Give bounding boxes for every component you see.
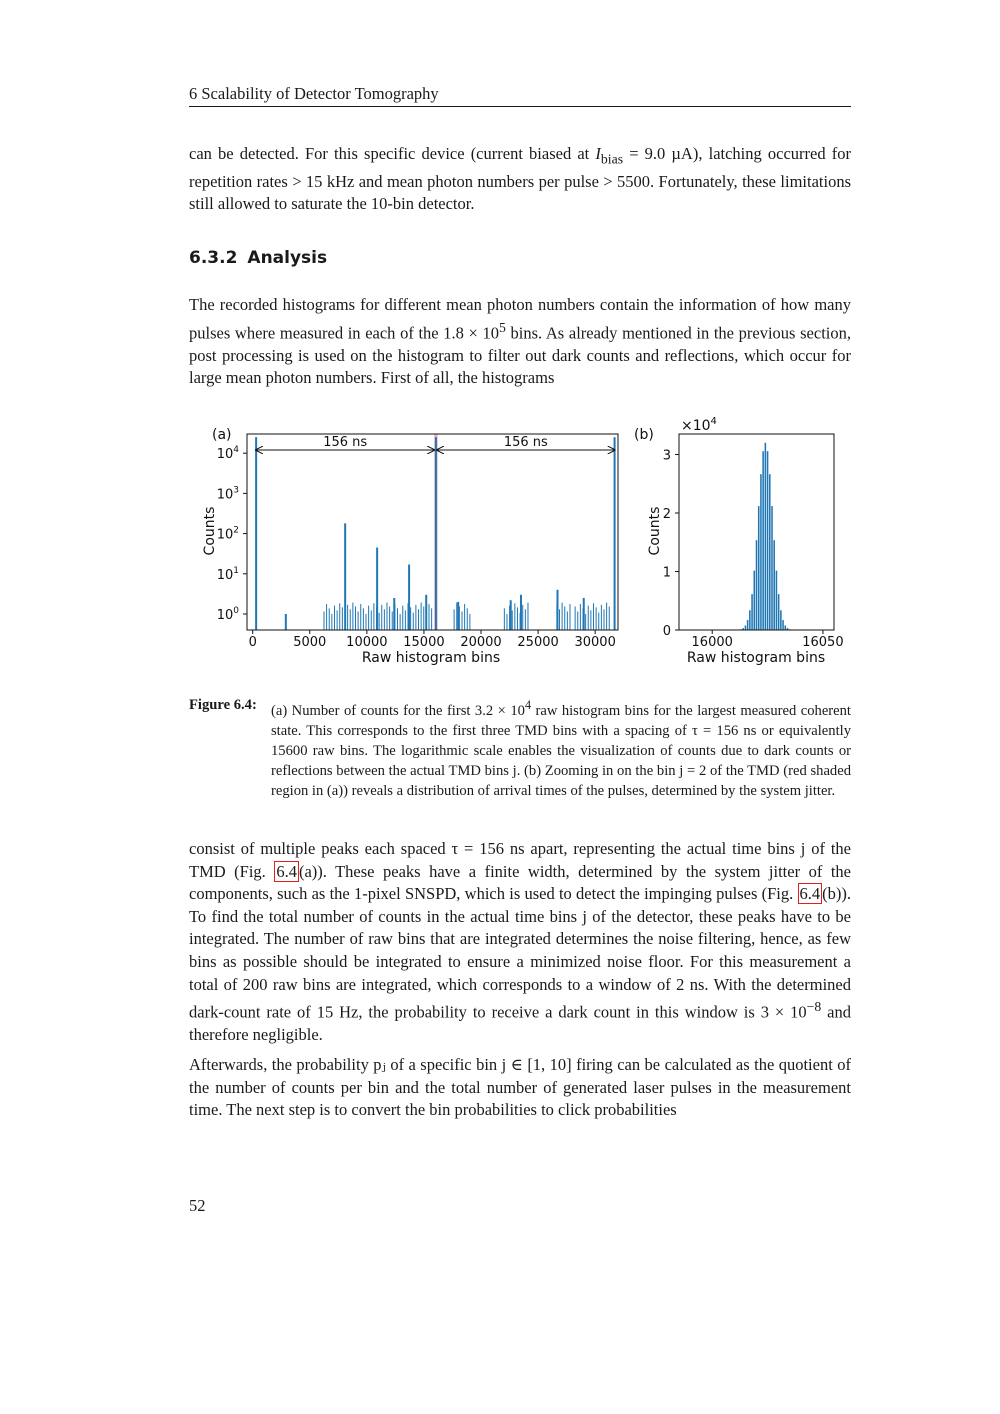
noise-bar bbox=[392, 612, 393, 630]
jitter-bar bbox=[776, 571, 778, 630]
x-tick-label: 5000 bbox=[293, 635, 327, 650]
panel-a-chart bbox=[202, 427, 618, 666]
histogram-peak bbox=[408, 565, 410, 630]
noise-bar bbox=[365, 614, 366, 630]
y-tick-label: $10^0$ bbox=[216, 606, 239, 624]
noise-bar bbox=[609, 606, 610, 630]
noise-bar bbox=[329, 608, 330, 630]
noise-bar bbox=[350, 609, 351, 630]
noise-bar bbox=[400, 614, 401, 630]
noise-bar bbox=[604, 609, 605, 630]
histogram-peak bbox=[255, 437, 257, 630]
noise-bar bbox=[469, 614, 470, 630]
figure-caption bbox=[189, 695, 851, 801]
x-tick-label: 30000 bbox=[574, 635, 616, 650]
panel-b-label: (b) bbox=[634, 427, 654, 443]
jitter-bar bbox=[762, 451, 764, 630]
panel-b-chart bbox=[634, 416, 844, 666]
x-tick-label: 10000 bbox=[346, 635, 388, 650]
jitter-bar bbox=[745, 625, 747, 630]
jitter-bar bbox=[760, 474, 762, 630]
noise-bar bbox=[598, 613, 599, 630]
panel-b-ylabel: Counts bbox=[647, 506, 663, 556]
noise-bar bbox=[381, 605, 382, 630]
noise-bar bbox=[368, 606, 369, 630]
noise-bar bbox=[373, 603, 374, 630]
histogram-peak bbox=[285, 614, 287, 630]
noise-bar bbox=[352, 603, 353, 630]
noise-bar bbox=[559, 609, 560, 630]
histogram-peak bbox=[376, 548, 378, 630]
jitter-bar bbox=[758, 506, 760, 630]
noise-bar bbox=[512, 610, 513, 630]
noise-bar bbox=[418, 609, 419, 630]
jitter-bar bbox=[751, 594, 753, 630]
noise-bar bbox=[429, 604, 430, 630]
noise-bar bbox=[347, 605, 348, 630]
spacing-label: 156 ns bbox=[503, 434, 548, 450]
noise-bar bbox=[431, 608, 432, 630]
noise-bar bbox=[421, 603, 422, 630]
noise-bar bbox=[402, 606, 403, 630]
figure-plot bbox=[195, 412, 845, 672]
x-tick-label: 15000 bbox=[403, 635, 445, 650]
noise-bar bbox=[355, 606, 356, 630]
paragraph-4: Afterwards, the probability pⱼ of a specific bin j ∈ [1, 10] firing can be calculated as the quotient of the number of counts per bin and the total number of generated laser pulses in the measurement time. The next step is to convert the bin probabilities to click probabilities bbox=[189, 1055, 851, 1120]
noise-bar bbox=[464, 604, 465, 630]
noise-bar bbox=[588, 606, 589, 630]
noise-bar bbox=[575, 606, 576, 630]
noise-bar bbox=[323, 612, 324, 630]
noise-bar bbox=[522, 605, 523, 630]
noise-bar bbox=[413, 613, 414, 630]
noise-bar bbox=[360, 604, 361, 630]
noise-bar bbox=[580, 604, 581, 630]
jitter-bar bbox=[754, 571, 756, 630]
jitter-bar bbox=[767, 451, 769, 630]
noise-bar bbox=[358, 612, 359, 630]
noise-bar bbox=[601, 605, 602, 630]
jitter-bar bbox=[782, 620, 784, 630]
panel-a-label: (a) bbox=[212, 427, 232, 443]
running-head: 6 Scalability of Detector Tomography bbox=[189, 84, 851, 107]
jitter-bar bbox=[780, 610, 782, 630]
noise-bar bbox=[326, 604, 327, 630]
figure-6-4 bbox=[195, 412, 845, 672]
jitter-bar bbox=[747, 620, 749, 630]
jitter-bar bbox=[778, 594, 780, 630]
x-tick-label: 16050 bbox=[802, 635, 844, 650]
histogram-peak bbox=[614, 437, 616, 630]
noise-bar bbox=[593, 603, 594, 630]
noise-bar bbox=[389, 606, 390, 630]
paragraph-2: The recorded histograms for different mean photon numbers contain the information of how many pulses where measured in each of the $1.8 \times 10^5$ bins. As already mentioned in the previous section, post processing is used on the histogram to filter out dark counts and reflections, which occur for large mean photon numbers. First of all, the histograms bbox=[189, 295, 851, 388]
y-tick-label: $10^3$ bbox=[216, 485, 239, 503]
histogram-peak bbox=[393, 598, 395, 630]
noise-bar bbox=[514, 603, 515, 630]
x-tick-label: 0 bbox=[248, 635, 257, 650]
panel-a-ylabel: Counts bbox=[202, 506, 218, 556]
noise-bar bbox=[423, 606, 424, 630]
spacing-label: 156 ns bbox=[323, 434, 368, 450]
noise-bar bbox=[506, 614, 507, 630]
noise-bar bbox=[564, 606, 565, 630]
y-tick-label: $10^1$ bbox=[216, 565, 239, 583]
figure-ref-link[interactable]: 6.4 bbox=[276, 861, 297, 881]
noise-bar bbox=[337, 610, 338, 630]
histogram-peak bbox=[435, 437, 437, 630]
noise-bar bbox=[339, 603, 340, 630]
noise-bar bbox=[410, 607, 411, 630]
noise-bar bbox=[567, 612, 568, 630]
histogram-peak bbox=[425, 595, 427, 630]
panel-a-xlabel: Raw histogram bins bbox=[361, 650, 501, 666]
jitter-bar bbox=[749, 610, 751, 630]
jitter-bar bbox=[771, 506, 773, 630]
histogram-peak bbox=[344, 523, 346, 630]
y-tick-label: 2 bbox=[662, 506, 671, 522]
noise-bar bbox=[517, 607, 518, 630]
noise-bar bbox=[606, 603, 607, 630]
noise-bar bbox=[456, 603, 457, 630]
noise-bar bbox=[386, 603, 387, 630]
histogram-peak bbox=[457, 602, 459, 630]
paragraph-3: consist of multiple peaks each spaced τ = 156 ns apart, representing the actual time bins j of the TMD (Fig. 6.4 (a)). These peaks have a finite width, determined by the system jitter of the components, such as the 1-pixel SNSPD, which is used to detect the impinging pulses (Fig. 6.4 (b)). To find the total number of counts in the actual time bins j of the detector, these peaks have to be integrated. The number of raw bins that are integrated determines the noise filtering, hence, as few bins as possible should be integrated to ensure a minimized noise floor. For this measurement a total of 200 raw bins are integrated, which corresponds to a window of 2 ns. With the determined dark-count rate of 15 Hz, the probability to receive a dark count in this window is $3 \times 10^{-8}$ and therefore negligible. bbox=[189, 839, 851, 1045]
paragraph-1: can be detected. For this specific device (current biased at $I_{bias} = 9.0$ µA), latching occurred for repetition rates > 15 kHz and mean photon numbers per pulse > 5500. Fortunately, these limitations still allowed to saturate the 10-bin detector. bbox=[189, 144, 852, 214]
jitter-bar bbox=[773, 540, 775, 630]
figure-ref-link[interactable]: 6.4 bbox=[799, 884, 821, 904]
noise-bar bbox=[334, 606, 335, 630]
noise-bar bbox=[415, 605, 416, 630]
noise-bar bbox=[527, 603, 528, 630]
histogram-peak bbox=[510, 600, 512, 630]
noise-bar bbox=[525, 609, 526, 630]
caption-text: (a) Number of counts for the first $3.2 \times 10^4$ raw histogram bins for the largest measured coherent state. This corresponds to the first three TMD bins with a spacing of τ = 156 ns or equivalently 15600 raw bins. The logarithmic scale enables the visualization of counts due to dark counts or reflections between the actual TMD bins j. (b) Zooming in on the bin j = 2 of the TMD (red shaded region in (a)) reveals a distribution of arrival times of the pulses, determined by the system jitter. bbox=[271, 698, 851, 799]
y-tick-label: $10^4$ bbox=[216, 445, 239, 463]
panel-a-frame bbox=[247, 434, 618, 630]
histogram-peak bbox=[556, 590, 558, 630]
jitter-bar bbox=[765, 443, 767, 630]
x-tick-label: 25000 bbox=[517, 635, 559, 650]
noise-bar bbox=[596, 607, 597, 630]
noise-bar bbox=[331, 614, 332, 630]
page-number: 52 bbox=[189, 1196, 206, 1215]
section-heading: 6.3.2 Analysis bbox=[189, 248, 328, 268]
noise-bar bbox=[577, 612, 578, 630]
histogram-peak bbox=[583, 598, 585, 630]
y-tick-label: $10^2$ bbox=[216, 525, 239, 543]
noise-bar bbox=[467, 608, 468, 630]
noise-bar bbox=[461, 612, 462, 630]
noise-bar bbox=[363, 608, 364, 630]
panel-b-multiplier: $\times 10^4$ bbox=[681, 416, 717, 434]
y-tick-label: 3 bbox=[662, 448, 671, 464]
noise-bar bbox=[371, 610, 372, 630]
y-tick-label: 1 bbox=[662, 565, 671, 581]
y-tick-label: 0 bbox=[662, 624, 671, 639]
jitter-bar bbox=[756, 540, 758, 630]
jitter-bar bbox=[769, 474, 771, 630]
jitter-bar bbox=[785, 625, 787, 630]
noise-bar bbox=[590, 610, 591, 630]
noise-bar bbox=[397, 608, 398, 630]
caption-label: Figure 6.4: bbox=[189, 697, 257, 713]
noise-bar bbox=[562, 603, 563, 630]
noise-bar bbox=[405, 610, 406, 630]
noise-bar bbox=[384, 609, 385, 630]
x-tick-label: 16000 bbox=[691, 635, 733, 650]
noise-bar bbox=[585, 614, 586, 630]
noise-bar bbox=[569, 604, 570, 630]
x-tick-label: 20000 bbox=[460, 635, 502, 650]
noise-bar bbox=[379, 613, 380, 630]
histogram-peak bbox=[520, 595, 522, 630]
panel-b-xlabel: Raw histogram bins bbox=[686, 650, 826, 666]
noise-bar bbox=[342, 607, 343, 630]
noise-bar bbox=[504, 608, 505, 630]
noise-bar bbox=[454, 609, 455, 630]
